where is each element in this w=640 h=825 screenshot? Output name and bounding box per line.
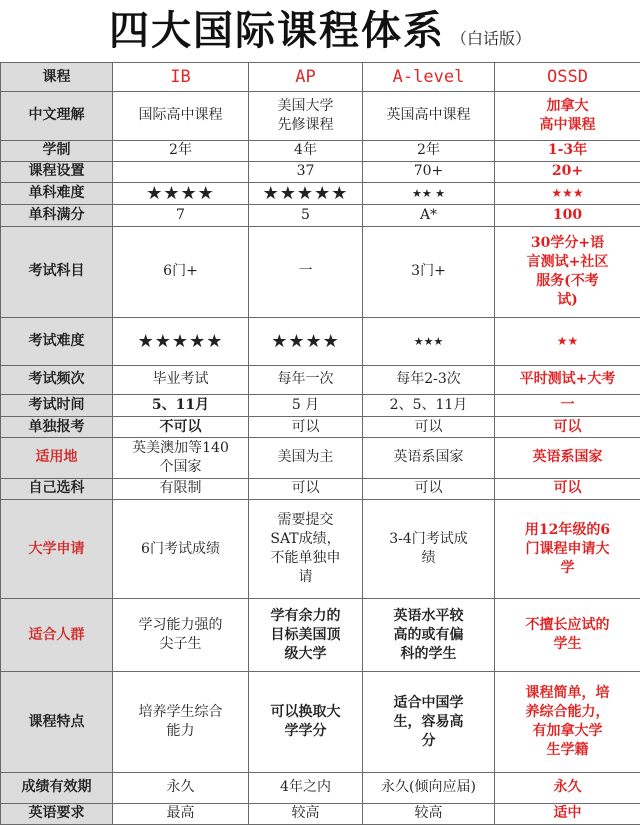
table-row: [1, 438, 640, 478]
cell-ossd: 不擅长应试的 学生: [495, 599, 640, 672]
cell-ossd: 一: [495, 394, 640, 416]
cell-ossd: 课程简单，培 养综合能力， 有加拿大学 生学籍: [495, 672, 640, 773]
row-label: 成绩有效期: [1, 773, 113, 803]
cell-ap: 可以: [249, 478, 363, 499]
table-row: [1, 140, 640, 161]
row-label: 考试难度: [1, 317, 113, 366]
cell-ib-stars: ★★★★★: [113, 317, 249, 366]
table-row: [1, 803, 640, 824]
table-row: [1, 672, 640, 773]
cell-ossd: 1-3年: [495, 140, 640, 161]
cell-ib: 毕业考试: [113, 366, 249, 394]
header-ossd: OSSD: [495, 63, 640, 92]
cell-ap: 4年: [249, 140, 363, 161]
row-label: 单科难度: [1, 183, 113, 205]
cell-alevel-stars: ★★ ★: [363, 183, 495, 205]
table-row: [1, 366, 640, 394]
cell-ap-stars: ★★★★: [249, 317, 363, 366]
table-header-row: [1, 63, 640, 92]
cell-ib: 不可以: [113, 416, 249, 437]
row-label: 考试频次: [1, 366, 113, 394]
table-row: [1, 317, 640, 366]
cell-ap: 较高: [249, 803, 363, 824]
cell-ossd: 永久: [495, 773, 640, 803]
header-ib: IB: [113, 63, 249, 92]
cell-ib: 7: [113, 205, 249, 226]
row-label: 课程特点: [1, 672, 113, 773]
cell-ap: 可以: [249, 416, 363, 437]
cell-alevel: 每年2-3次: [363, 366, 495, 394]
table-row: [1, 205, 640, 226]
cell-ossd: 加拿大 高中课程: [495, 92, 640, 141]
cell-ossd: 100: [495, 205, 640, 226]
cell-alevel: A*: [363, 205, 495, 226]
row-label: 考试时间: [1, 394, 113, 416]
row-label: 适用地: [1, 438, 113, 478]
cell-ossd: 用12年级的6 门课程申请大 学: [495, 499, 640, 598]
cell-ossd-stars: ★★: [495, 317, 640, 366]
row-label: 学制: [1, 140, 113, 161]
row-label: 大学申请: [1, 499, 113, 598]
cell-ib: 永久: [113, 773, 249, 803]
comparison-table: [0, 62, 640, 825]
row-label: 课程设置: [1, 161, 113, 182]
table-row: [1, 599, 640, 672]
cell-ossd-stars: ★★★: [495, 183, 640, 205]
cell-ossd: 可以: [495, 478, 640, 499]
cell-ib: 英美澳加等140 个国家: [113, 438, 249, 478]
cell-ossd: 平时测试+大考: [495, 366, 640, 394]
row-label: 自己选科: [1, 478, 113, 499]
cell-ap: 4年之内: [249, 773, 363, 803]
cell-ossd: 20+: [495, 161, 640, 182]
cell-alevel: 较高: [363, 803, 495, 824]
cell-alevel-stars: ★★★: [363, 317, 495, 366]
row-label: 适合人群: [1, 599, 113, 672]
table-row: [1, 92, 640, 141]
cell-ib: 有限制: [113, 478, 249, 499]
cell-ap-stars: ★★★★★: [249, 183, 363, 205]
cell-ap: 每年一次: [249, 366, 363, 394]
page-title: 四大国际课程体系: [108, 7, 445, 54]
cell-ap: 需要提交 SAT成绩， 不能单独申 请: [249, 499, 363, 598]
cell-ap: 美国大学 先修课程: [249, 92, 363, 141]
cell-ossd: 可以: [495, 416, 640, 437]
cell-ib: 培养学生综合 能力: [113, 672, 249, 773]
cell-ossd: 适中: [495, 803, 640, 824]
cell-alevel: 2年: [363, 140, 495, 161]
cell-alevel: 永久(倾向应届): [363, 773, 495, 803]
header-corner: 课程: [1, 63, 113, 92]
cell-ib: 5、11月: [113, 394, 249, 416]
table-row: [1, 183, 640, 205]
cell-ap: 可以换取大 学学分: [249, 672, 363, 773]
cell-ib: 2年: [113, 140, 249, 161]
title-area: [0, 0, 640, 62]
table-row: [1, 499, 640, 598]
row-label: 英语要求: [1, 803, 113, 824]
cell-ap: 5 月: [249, 394, 363, 416]
header-alevel: A-level: [363, 63, 495, 92]
cell-alevel: 英语系国家: [363, 438, 495, 478]
cell-ib: 最高: [113, 803, 249, 824]
page-subtitle: （白话版）: [450, 29, 531, 48]
cell-ossd: 英语系国家: [495, 438, 640, 478]
cell-alevel: 适合中国学 生，容易高 分: [363, 672, 495, 773]
row-label: 考试科目: [1, 226, 113, 317]
cell-alevel: 3门+: [363, 226, 495, 317]
cell-ib: 学习能力强的 尖子生: [113, 599, 249, 672]
cell-ap: 美国为主: [249, 438, 363, 478]
cell-ap: 37: [249, 161, 363, 182]
cell-ib: [113, 161, 249, 182]
row-label: 单科满分: [1, 205, 113, 226]
table-row: [1, 478, 640, 499]
cell-ossd: 30学分+语 言测试+社区 服务(不考 试): [495, 226, 640, 317]
table-row: [1, 161, 640, 182]
cell-alevel: 3-4门考试成 绩: [363, 499, 495, 598]
table-row: [1, 226, 640, 317]
table-row: [1, 416, 640, 437]
header-ap: AP: [249, 63, 363, 92]
cell-alevel: 可以: [363, 478, 495, 499]
cell-ib-stars: ★★★★: [113, 183, 249, 205]
row-label: 中文理解: [1, 92, 113, 141]
table-row: [1, 394, 640, 416]
cell-ib: 6门考试成绩: [113, 499, 249, 598]
cell-alevel: 2、5、11月: [363, 394, 495, 416]
cell-alevel: 英语水平较 高的或有偏 科的学生: [363, 599, 495, 672]
cell-ap: 一: [249, 226, 363, 317]
cell-alevel: 可以: [363, 416, 495, 437]
cell-ib: 国际高中课程: [113, 92, 249, 141]
cell-alevel: 英国高中课程: [363, 92, 495, 141]
row-label: 单独报考: [1, 416, 113, 437]
cell-ap: 学有余力的 目标美国顶 级大学: [249, 599, 363, 672]
table-row: [1, 773, 640, 803]
cell-alevel: 70+: [363, 161, 495, 182]
cell-ib: 6门+: [113, 226, 249, 317]
cell-ap: 5: [249, 205, 363, 226]
